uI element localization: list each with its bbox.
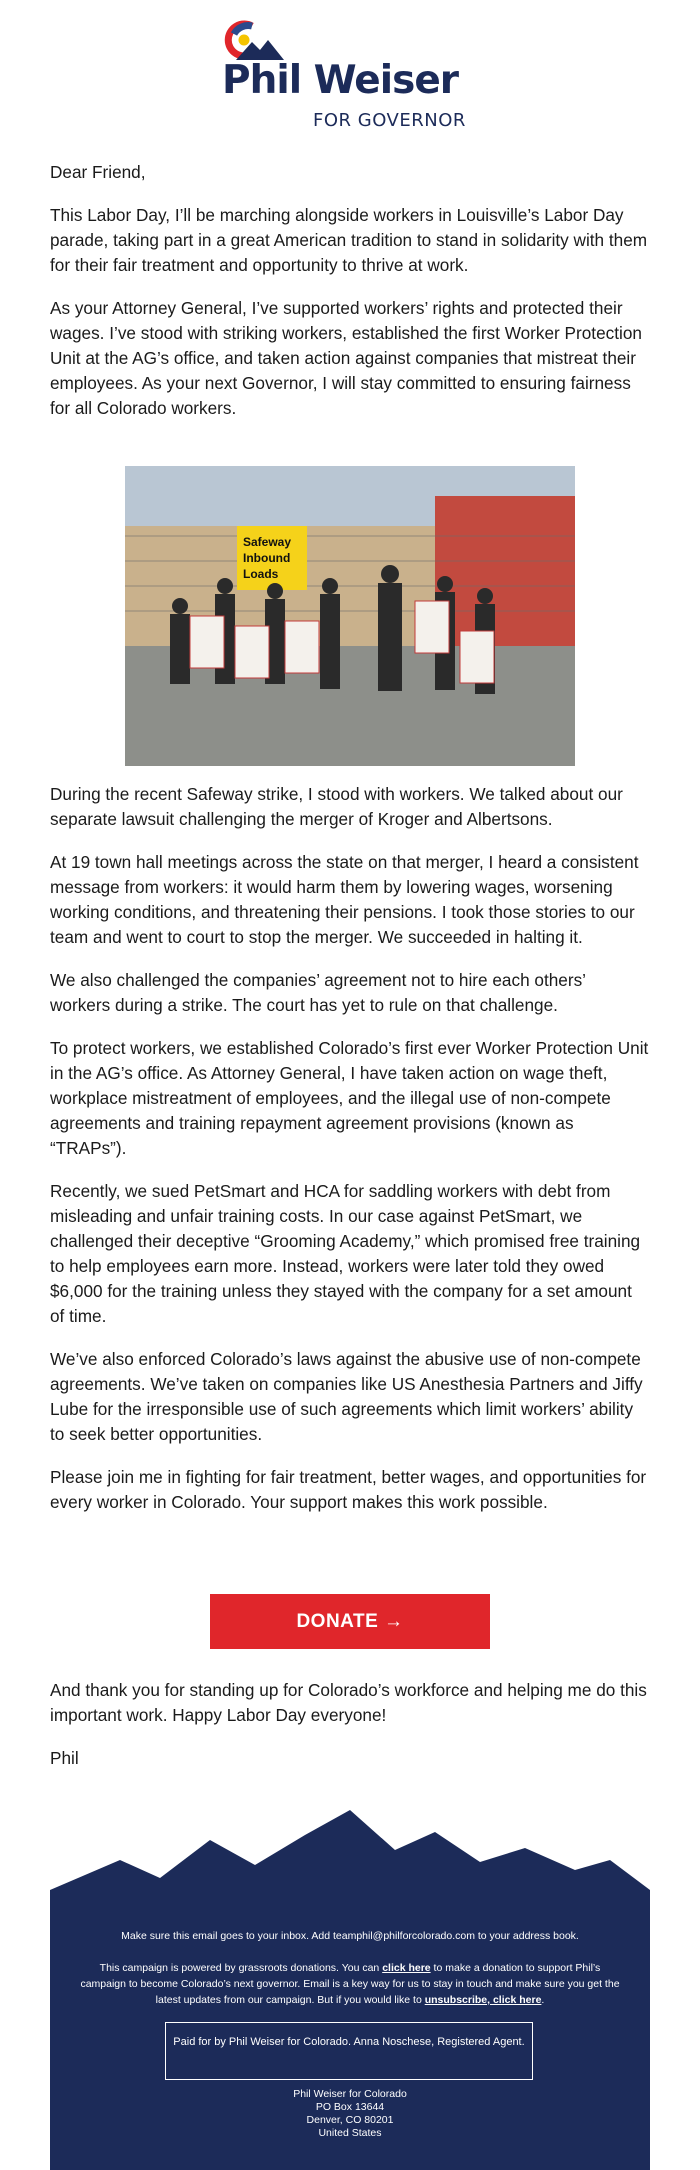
safeway-strike-photo (125, 466, 575, 766)
paragraph: During the recent Safeway strike, I stood with workers. We talked about our separate lawsuit challenging the merger of Kroger and Albertsons. (50, 784, 623, 829)
logo-subtitle: FOR GOVERNOR (313, 110, 466, 131)
unsubscribe-link[interactable]: unsubscribe, click here (424, 1994, 542, 2006)
signature: Phil (50, 1748, 79, 1768)
donation-link[interactable]: click here (382, 1962, 431, 1974)
candidate-name: Phil Weiser (222, 58, 459, 103)
paragraph: At 19 town hall meetings across the state on that merger, I heard a consistent message from workers: it would harm them by lowering wages, worsening working conditions, and threatening their pensions. I took those stories to our team and went to court to stop the merger. We succeeded in halting it. (50, 852, 639, 947)
mountain-decoration (50, 1810, 650, 1930)
sign-line: Inbound (243, 551, 291, 565)
mailing-address: Phil Weiser for Colorado PO Box 13644 Denver, CO 80201 United States (293, 2088, 407, 2139)
email-footer (50, 1920, 650, 2170)
letter-body-continued (50, 782, 650, 1533)
paragraph: Please join me in fighting for fair treatment, better wages, and opportunities for every worker in Colorado. Your support makes this work possible. (50, 1467, 647, 1512)
paragraph: We’ve also enforced Colorado’s laws against the abusive use of non-compete agreements. We’ve taken on companies like US Anesthesia Partners and Jiffy Lube for the irresponsible use of such agreements which limit workers’ ability to seek better opportunities. (50, 1349, 643, 1444)
paragraph: As your Attorney General, I’ve supported workers’ rights and protected their wages. I’ve stood with striking workers, established the first Worker Protection Unit at the AG’s office, and taken action against companies that mistreat their employees. As your next Governor, I will stay committed to ensuring fairness for all Colorado workers. (50, 298, 642, 418)
greeting: Dear Friend, (50, 162, 146, 182)
paragraph: Recently, we sued PetSmart and HCA for saddling workers with debt from misleading and unfair training costs. In our case against PetSmart, we challenged their deceptive “Grooming Academy,” which promised free training to help employees earn more. Instead, workers were later told they owed $6,000 for the training unless they stayed with the company for a set amount of time. (50, 1181, 641, 1326)
donate-button[interactable]: DONATE → (210, 1594, 490, 1649)
closing-paragraph: And thank you for standing up for Colorado’s workforce and helping me do this important work. Happy Labor Day everyone! (50, 1680, 647, 1725)
donation-note: This campaign is powered by grassroots donations. You can click here to make a donation to support Phil’s campaign to become Colorado’s next governor. Email is a key way for us to stay in touch and make sure you get the latest updates from our campaign. But if you would like to unsubscribe, click here. (80, 1962, 620, 2006)
inbox-note: Make sure this email goes to your inbox. Add teamphil@philforcolorado.com to your address book. (121, 1930, 579, 1942)
paragraph: We also challenged the companies’ agreement not to hire each others’ workers during a strike. The court has yet to rule on that challenge. (50, 970, 586, 1015)
letter-body (50, 160, 650, 439)
paragraph: This Labor Day, I’ll be marching alongside workers in Louisville’s Labor Day parade, taking part in a great American tradition to stand in solidarity with them for their fair treatment and opportunity to thrive at work. (50, 205, 648, 275)
campaign-logo[interactable] (0, 14, 700, 131)
paragraph: To protect workers, we established Colorado’s first ever Worker Protection Unit in the AG’s office. As Attorney General, I have taken action on wage theft, workplace mistreatment of employees, and the illegal use of non-compete agreements and training repayment agreement provisions (known as “TRAPs”). (50, 1038, 649, 1158)
letter-closing (50, 1678, 650, 1789)
paid-for-disclaimer: Paid for by Phil Weiser for Colorado. Anna Noschese, Registered Agent. (165, 2022, 533, 2080)
sign-line: Loads (243, 567, 279, 581)
sign-line: Safeway (243, 535, 292, 549)
